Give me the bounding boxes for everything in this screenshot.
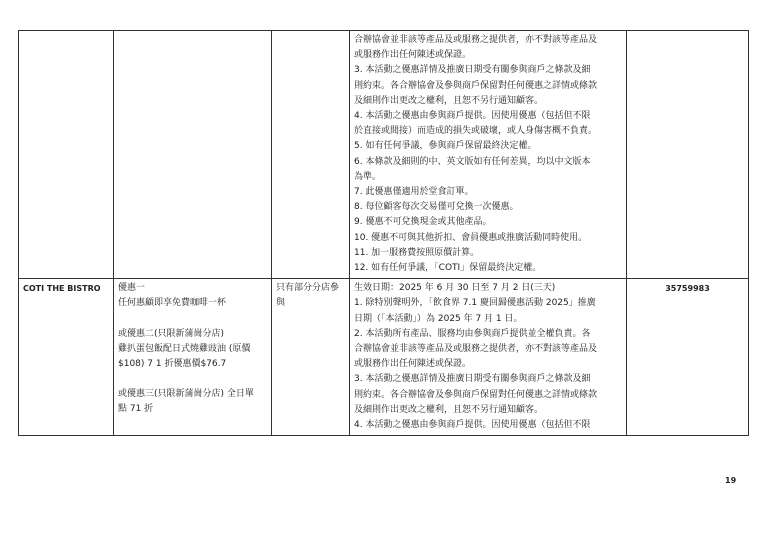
offer-cell (114, 31, 272, 279)
phone-cell: 35759983 (627, 279, 749, 436)
text-line: 或服務作出任何陳述或保證。 (354, 50, 472, 61)
text-line: 則約束。各合辦協會及參與商戶保留對任何優惠之詳情或條款 (354, 389, 598, 400)
text-line: 日期（「本活動」）為 2025 年 7 月 1 日。 (354, 313, 523, 324)
branches-cell: 只有部分分店參與 (272, 279, 350, 436)
text-line: 及細則作出更改之權利，且恕不另行通知顧客。 (354, 404, 544, 415)
merchant-cell: COTI THE BISTRO (19, 279, 114, 436)
text-line: 優惠一 (118, 283, 146, 294)
text-line: 7. 此優惠僅適用於堂食訂單。 (354, 187, 474, 198)
offer-cell (114, 279, 272, 436)
phone-cell (627, 31, 749, 279)
text-line: 合辦協會並非該等產品及或服務之提供者，亦不對該等產品及 (354, 35, 598, 45)
text-line: $108) 7 1 折優惠價$76.7 (118, 359, 227, 370)
offers-table (18, 30, 749, 436)
text-line: 點 71 折 (118, 404, 154, 415)
page-number: 19 (725, 476, 737, 485)
text-line: 及細則作出更改之權利，且恕不另行通知顧客。 (354, 95, 544, 106)
text-line: 3. 本活動之優惠詳情及推廣日期受有關參與商戶之條款及細 (354, 374, 591, 385)
text-line: 或優惠二(只限新蒲崗分店) (118, 328, 225, 339)
text-line: 則約束。各合辦協會及參與商戶保留對任何優惠之詳情或條款 (354, 80, 598, 91)
table-row (19, 279, 749, 436)
text-line: 於直接或間接）而造成的損失或破壞，或人身傷害概不負責。 (354, 126, 598, 137)
text-line (118, 312, 267, 327)
text-line: 任何惠顧即享免費咖啡一杯 (118, 298, 227, 309)
text-line: 或優惠三(只限新蒲崗分店) 全日單 (118, 389, 254, 400)
text-line: 雞扒蛋包飯配日式燒雞豉油 (原價 (118, 343, 251, 354)
text-line: 9. 優惠不可兌換現金或其他產品。 (354, 217, 492, 228)
text-line: 11. 加一服務費按照原價計算。 (354, 247, 480, 258)
text-line: 4. 本活動之優惠由參與商戶提供。因使用優惠（包括但不限 (354, 420, 591, 431)
text-line: 生效日期：2025 年 6 月 30 日至 7 月 2 日(三天) (354, 283, 556, 294)
table-row (19, 31, 749, 279)
text-line: 合辦協會並非該等產品及或服務之提供者，亦不對該等產品及 (354, 344, 598, 355)
text-line (118, 372, 267, 387)
text-line: 6. 本條款及細則的中、英文版如有任何差異，均以中文版本 (354, 156, 591, 167)
text-line: 8. 每位顧客每次交易僅可兌換一次優惠。 (354, 202, 519, 213)
merchant-cell (19, 31, 114, 279)
text-line: 2. 本活動所有產品、服務均由參與商戶提供並全權負責。各 (354, 328, 591, 339)
terms-cell (350, 279, 627, 436)
text-line: 10. 優惠不可與其他折扣、會員優惠或推廣活動同時使用。 (354, 232, 588, 243)
text-line: 4. 本活動之優惠由參與商戶提供。因使用優惠（包括但不限 (354, 111, 591, 122)
text-line: 12. 如有任何爭議，「COTI」保留最終決定權。 (354, 263, 542, 274)
text-line: 為準。 (354, 171, 382, 182)
text-line: 5. 如有任何爭議，參與商戶保留最終決定權。 (354, 141, 537, 152)
text-line: 3. 本活動之優惠詳情及推廣日期受有關參與商戶之條款及細 (354, 65, 591, 76)
terms-cell (350, 31, 627, 279)
text-line: 或服務作出任何陳述或保證。 (354, 359, 472, 370)
branches-cell (272, 31, 350, 279)
text-line: 1. 除特別聲明外，「飲食界 7.1 慶回歸優惠活動 2025」推廣 (354, 298, 596, 309)
